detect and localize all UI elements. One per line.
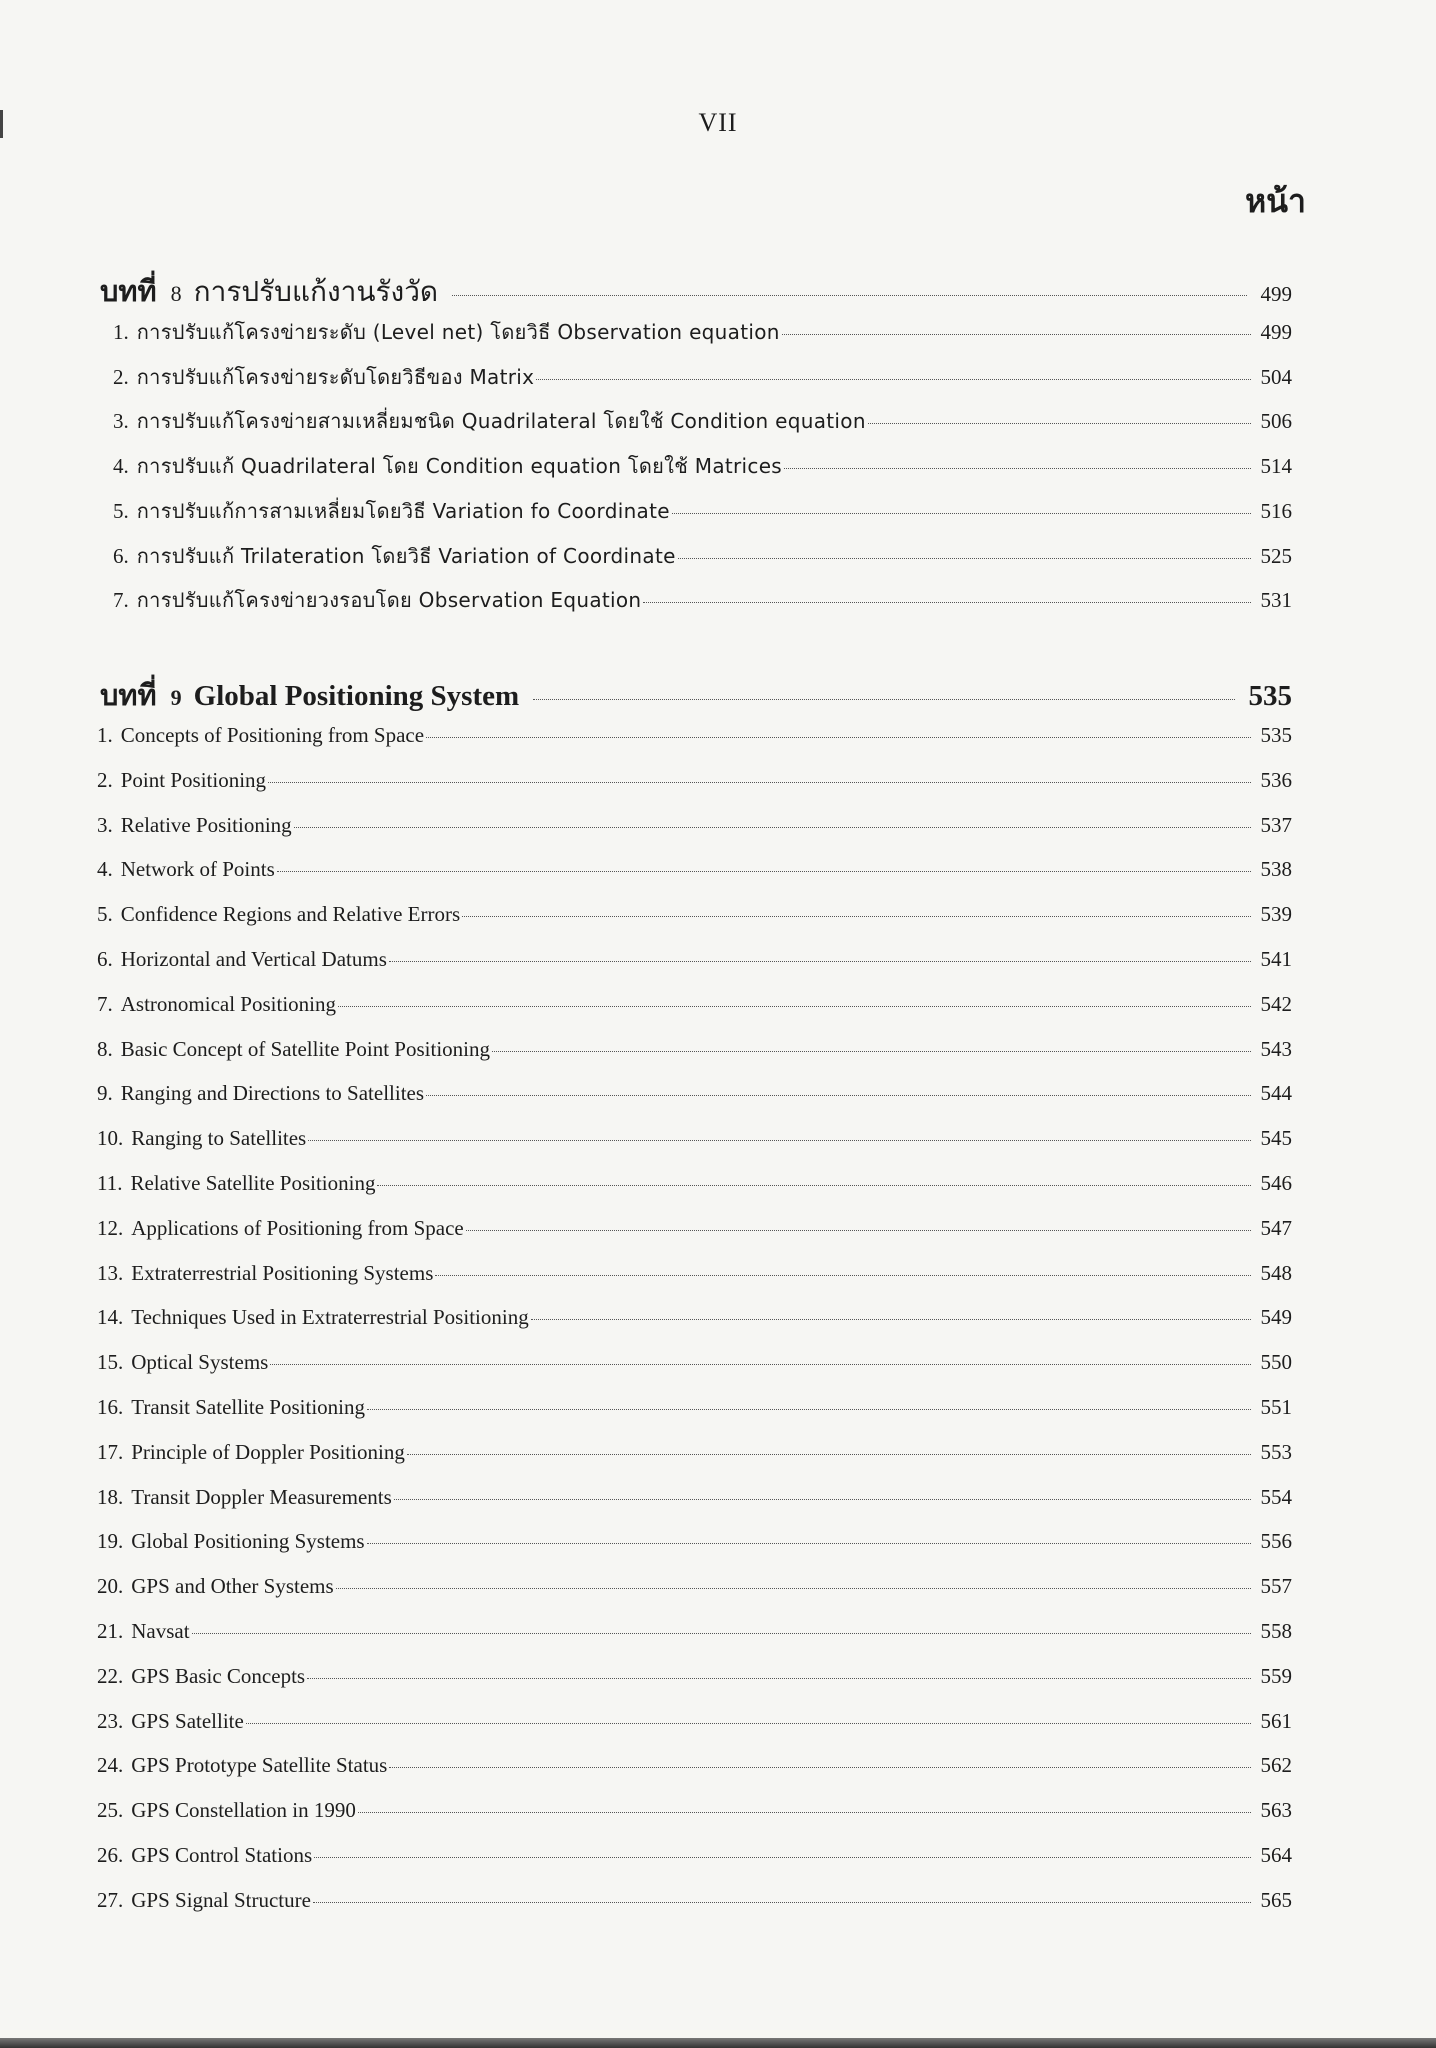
entry-title: Astronomical Positioning: [120, 991, 336, 1016]
dot-leader: [314, 1857, 1250, 1858]
chapter-number: 9: [170, 685, 182, 710]
chapter-label: บทที่: [100, 678, 157, 712]
entry-page: 516: [1260, 498, 1292, 523]
toc-entry: [97, 859, 1292, 880]
dot-leader: [377, 1185, 1250, 1186]
dot-leader: [308, 1140, 1250, 1141]
entry-page: 549: [1260, 1305, 1292, 1330]
entry-number: 15.: [97, 1350, 124, 1375]
entry-page: 542: [1260, 991, 1292, 1016]
toc-entry: [113, 456, 1292, 477]
entry-title: Techniques Used in Extraterrestrial Positioning: [131, 1305, 529, 1330]
entry-page: 525: [1260, 543, 1292, 568]
toc-entry: [97, 1083, 1292, 1104]
entry-number: 27.: [97, 1887, 124, 1912]
entry-page: 551: [1260, 1395, 1292, 1419]
toc-entry: [97, 1663, 1292, 1688]
dot-leader: [462, 916, 1250, 917]
toc-entry: [97, 1215, 1292, 1240]
entry-number: 21.: [97, 1619, 124, 1643]
entry-number: 3.: [113, 409, 129, 434]
entry-page: 565: [1260, 1887, 1292, 1912]
entry-title: Relative Satellite Positioning: [130, 1171, 376, 1195]
entry-title: GPS Signal Structure: [131, 1887, 311, 1912]
toc-entry: [97, 1260, 1292, 1285]
entry-title: Transit Satellite Positioning: [131, 1395, 365, 1419]
dot-leader: [389, 1767, 1250, 1768]
toc-entry: [97, 1800, 1292, 1821]
entry-title: Principle of Doppler Positioning: [131, 1439, 405, 1464]
chapter-number: 8: [170, 281, 182, 306]
dot-leader: [336, 1588, 1251, 1589]
toc-entry: [113, 364, 1292, 389]
chapter-heading: [100, 268, 1292, 314]
entry-title: Transit Doppler Measurements: [131, 1484, 392, 1509]
dot-leader: [294, 827, 1251, 828]
dot-leader: [307, 1678, 1250, 1679]
entry-title: Confidence Regions and Relative Errors: [120, 902, 461, 927]
toc-entry: [97, 1531, 1292, 1552]
entry-page: 561: [1260, 1708, 1292, 1733]
entry-number: 2.: [113, 364, 129, 389]
entry-number: 5.: [113, 498, 129, 523]
dot-leader: [784, 468, 1250, 469]
dot-leader: [533, 699, 1234, 700]
entry-page: 558: [1260, 1619, 1292, 1643]
dot-leader: [246, 1723, 1251, 1724]
toc-entry: [113, 498, 1292, 523]
chapter-page: 535: [1248, 680, 1292, 712]
entry-page: 543: [1260, 1036, 1292, 1061]
entry-page: 539: [1260, 902, 1292, 927]
toc-entry: [97, 1484, 1292, 1509]
dot-leader: [358, 1812, 1251, 1813]
entry-title: GPS Constellation in 1990: [131, 1798, 356, 1823]
entry-title: GPS Basic Concepts: [131, 1663, 306, 1688]
dot-leader: [192, 1633, 1251, 1634]
dot-leader: [782, 334, 1251, 335]
dot-leader: [389, 961, 1251, 962]
dot-leader: [868, 423, 1251, 424]
entry-title: Ranging to Satellites: [131, 1126, 307, 1151]
chapter-page: 499: [1260, 282, 1292, 306]
entry-title: การปรับแก้โครงข่ายสามเหลี่ยมชนิด Quadrilateral โดยใช้ Condition equation: [136, 409, 866, 434]
toc-entry: [97, 949, 1292, 970]
dot-leader: [270, 1364, 1250, 1365]
entry-title: GPS and Other Systems: [131, 1574, 334, 1599]
toc-entry: [97, 1307, 1292, 1328]
entry-page: 514: [1260, 454, 1292, 479]
toc-entry: [97, 991, 1292, 1016]
entry-number: 20.: [97, 1574, 124, 1599]
entry-number: 4.: [113, 454, 129, 479]
entry-title: Basic Concept of Satellite Point Positioning: [120, 1036, 490, 1061]
entry-number: 24.: [97, 1753, 124, 1778]
entry-page: 548: [1260, 1260, 1292, 1285]
toc-entry: [97, 1708, 1292, 1733]
entry-page: 556: [1260, 1529, 1292, 1554]
dot-leader: [536, 379, 1250, 380]
toc-entry: [97, 1173, 1292, 1194]
dot-leader: [435, 1275, 1250, 1276]
entry-number: 17.: [97, 1439, 124, 1464]
dot-leader: [367, 1409, 1251, 1410]
toc-entry: [97, 1352, 1292, 1373]
dot-leader: [313, 1902, 1251, 1903]
chapter-heading: [100, 672, 1292, 718]
entry-title: Point Positioning: [120, 767, 267, 792]
toc-entry: [97, 1845, 1292, 1866]
toc-entry: [97, 1397, 1292, 1418]
entry-title: การปรับแก้โครงข่ายวงรอบโดย Observation Equation: [136, 588, 642, 613]
entry-page: 544: [1260, 1081, 1292, 1106]
toc-entry: [97, 1887, 1292, 1912]
entry-page: 554: [1260, 1484, 1292, 1509]
page-column-header: หน้า: [1245, 182, 1306, 220]
toc-entry: [97, 725, 1292, 746]
entry-page: 537: [1260, 812, 1292, 837]
dot-leader: [367, 1543, 1251, 1544]
entry-number: 1.: [97, 723, 113, 747]
entry-page: 559: [1260, 1663, 1292, 1688]
entry-title: Ranging and Directions to Satellites: [120, 1081, 425, 1106]
entry-title: การปรับแก้การสามเหลี่ยมโดยวิธี Variation fo Coordinate: [136, 498, 670, 523]
dot-leader: [426, 1095, 1250, 1096]
entry-page: 536: [1260, 767, 1292, 792]
toc-entry: [97, 767, 1292, 792]
toc-entry: [113, 590, 1292, 611]
entry-number: 23.: [97, 1708, 124, 1733]
entry-title: Network of Points: [120, 857, 275, 882]
entry-title: Applications of Positioning from Space: [131, 1215, 464, 1240]
entry-page: 541: [1260, 947, 1292, 971]
dot-leader: [338, 1006, 1251, 1007]
entry-number: 11.: [97, 1171, 123, 1195]
entry-title: Optical Systems: [131, 1350, 269, 1375]
chapter-title: การปรับแก้งานรังวัด: [193, 275, 439, 308]
entry-number: 6.: [97, 947, 113, 971]
entry-page: 506: [1260, 409, 1292, 434]
entry-number: 26.: [97, 1843, 124, 1867]
entry-number: 6.: [113, 543, 129, 568]
entry-page: 557: [1260, 1574, 1292, 1599]
entry-number: 10.: [97, 1126, 124, 1151]
entry-number: 1.: [113, 320, 129, 344]
entry-page: 535: [1260, 723, 1292, 747]
dot-leader: [394, 1499, 1251, 1500]
dot-leader: [268, 782, 1250, 783]
dot-leader: [672, 513, 1251, 514]
entry-number: 19.: [97, 1529, 124, 1554]
entry-title: Extraterrestrial Positioning Systems: [131, 1260, 434, 1285]
dot-leader: [466, 1230, 1251, 1231]
entry-page: 564: [1260, 1843, 1292, 1867]
toc-entry: [97, 1621, 1292, 1642]
toc-entry: [97, 904, 1292, 925]
entry-title: Global Positioning Systems: [131, 1529, 365, 1554]
entry-page: 499: [1260, 320, 1292, 344]
dot-leader: [407, 1454, 1251, 1455]
entry-page: 563: [1260, 1798, 1292, 1823]
entry-number: 8.: [97, 1036, 113, 1061]
entry-number: 5.: [97, 902, 113, 927]
entry-title: Navsat: [131, 1619, 190, 1643]
entry-page: 504: [1260, 364, 1292, 389]
entry-number: 4.: [97, 857, 113, 882]
page-number: VII: [698, 108, 738, 137]
entry-number: 3.: [97, 812, 113, 837]
entry-number: 16.: [97, 1395, 124, 1419]
entry-number: 2.: [97, 767, 113, 792]
toc-entry: [113, 411, 1292, 432]
dot-leader: [678, 558, 1251, 559]
entry-page: 553: [1260, 1439, 1292, 1464]
toc-entry: [97, 812, 1292, 837]
entry-page: 531: [1260, 588, 1292, 613]
entry-title: Relative Positioning: [120, 812, 292, 837]
entry-title: Horizontal and Vertical Datums: [120, 947, 387, 971]
dot-leader: [426, 737, 1250, 738]
entry-number: 14.: [97, 1305, 124, 1330]
entry-number: 12.: [97, 1215, 124, 1240]
entry-page: 538: [1260, 857, 1292, 882]
entry-title: การปรับแก้ Trilateration โดยวิธี Variation of Coordinate: [136, 543, 676, 568]
entry-page: 546: [1260, 1171, 1292, 1195]
page-bottom-edge: [0, 2038, 1436, 2048]
entry-title: GPS Control Stations: [131, 1843, 313, 1867]
entry-number: 18.: [97, 1484, 124, 1509]
entry-number: 25.: [97, 1798, 124, 1823]
toc-entry: [97, 1576, 1292, 1597]
entry-number: 13.: [97, 1260, 124, 1285]
toc-entry: [97, 1128, 1292, 1149]
dot-leader: [643, 602, 1250, 603]
toc-entry: [113, 543, 1292, 568]
dot-leader: [452, 295, 1246, 296]
chapter-label: บทที่: [100, 274, 157, 308]
entry-page: 547: [1260, 1215, 1292, 1240]
entry-number: 9.: [97, 1081, 113, 1106]
dot-leader: [531, 1319, 1251, 1320]
entry-title: การปรับแก้โครงข่ายระดับ (Level net) โดยวิธี Observation equation: [136, 320, 780, 344]
entry-title: การปรับแก้โครงข่ายระดับโดยวิธีของ Matrix: [136, 364, 535, 389]
entry-page: 550: [1260, 1350, 1292, 1375]
dot-leader: [277, 871, 1251, 872]
dot-leader: [492, 1051, 1251, 1052]
entry-page: 545: [1260, 1126, 1292, 1151]
toc-entry: [97, 1036, 1292, 1061]
chapter-title: Global Positioning System: [193, 680, 520, 712]
entry-page: 562: [1260, 1753, 1292, 1778]
entry-title: Concepts of Positioning from Space: [120, 723, 425, 747]
entry-title: การปรับแก้ Quadrilateral โดย Condition equation โดยใช้ Matrices: [136, 454, 783, 479]
entry-number: 7.: [113, 588, 129, 613]
entry-number: 7.: [97, 991, 113, 1016]
entry-title: GPS Prototype Satellite Status: [131, 1753, 388, 1778]
toc-entry: [97, 1755, 1292, 1776]
toc-entry: [97, 1439, 1292, 1464]
entry-title: GPS Satellite: [131, 1708, 244, 1733]
entry-number: 22.: [97, 1663, 124, 1688]
toc-entry: [113, 322, 1292, 343]
